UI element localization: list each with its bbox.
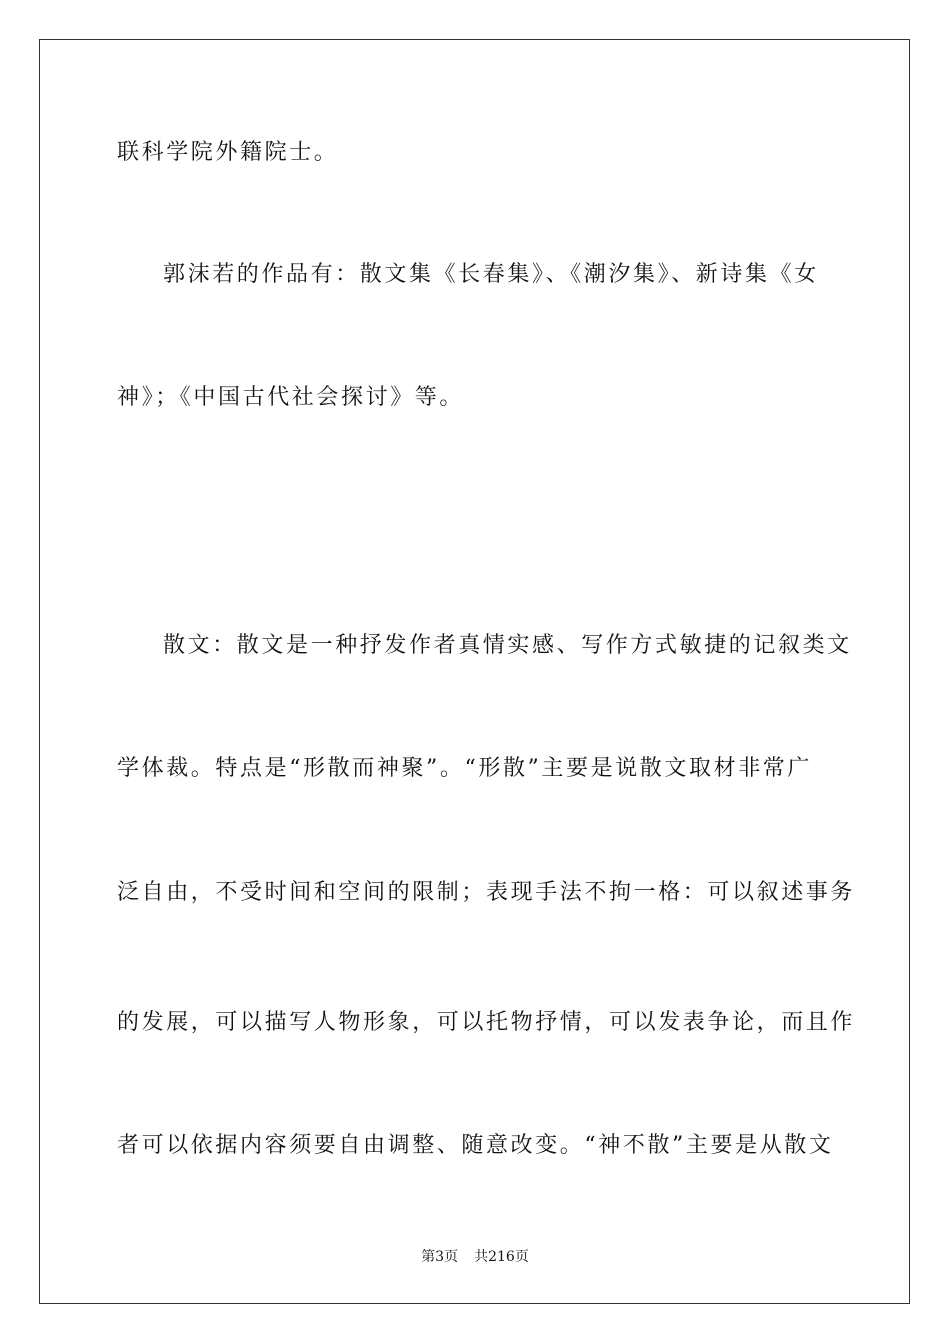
page-frame <box>39 39 910 1304</box>
paragraph-start-line: 郭沫若的作品有：散文集《长春集》、《潮汐集》、新诗集《女 <box>163 262 819 287</box>
text-line: 联科学院外籍院士。 <box>117 140 339 165</box>
text-line: 的发展，可以描写人物形象，可以托物抒情，可以发表争论，而且作 <box>117 1010 856 1035</box>
page-footer <box>0 1247 950 1267</box>
text-line: 者可以依据内容须要自由调整、随意改变。“神不散”主要是从散文 <box>117 1133 834 1158</box>
page-total: 共216页 <box>474 1249 529 1265</box>
page-number: 第3页 <box>421 1249 459 1265</box>
paragraph-start-line: 散文：散文是一种抒发作者真情实感、写作方式敏捷的记叙类文 <box>163 633 852 658</box>
text-line: 泛自由，不受时间和空间的限制；表现手法不拘一格：可以叙述事务 <box>117 880 856 905</box>
text-line: 神》；《中国古代社会探讨》等。 <box>117 385 465 410</box>
text-line: 学体裁。特点是“形散而神聚”。“形散”主要是说散文取材非常广 <box>117 756 812 781</box>
